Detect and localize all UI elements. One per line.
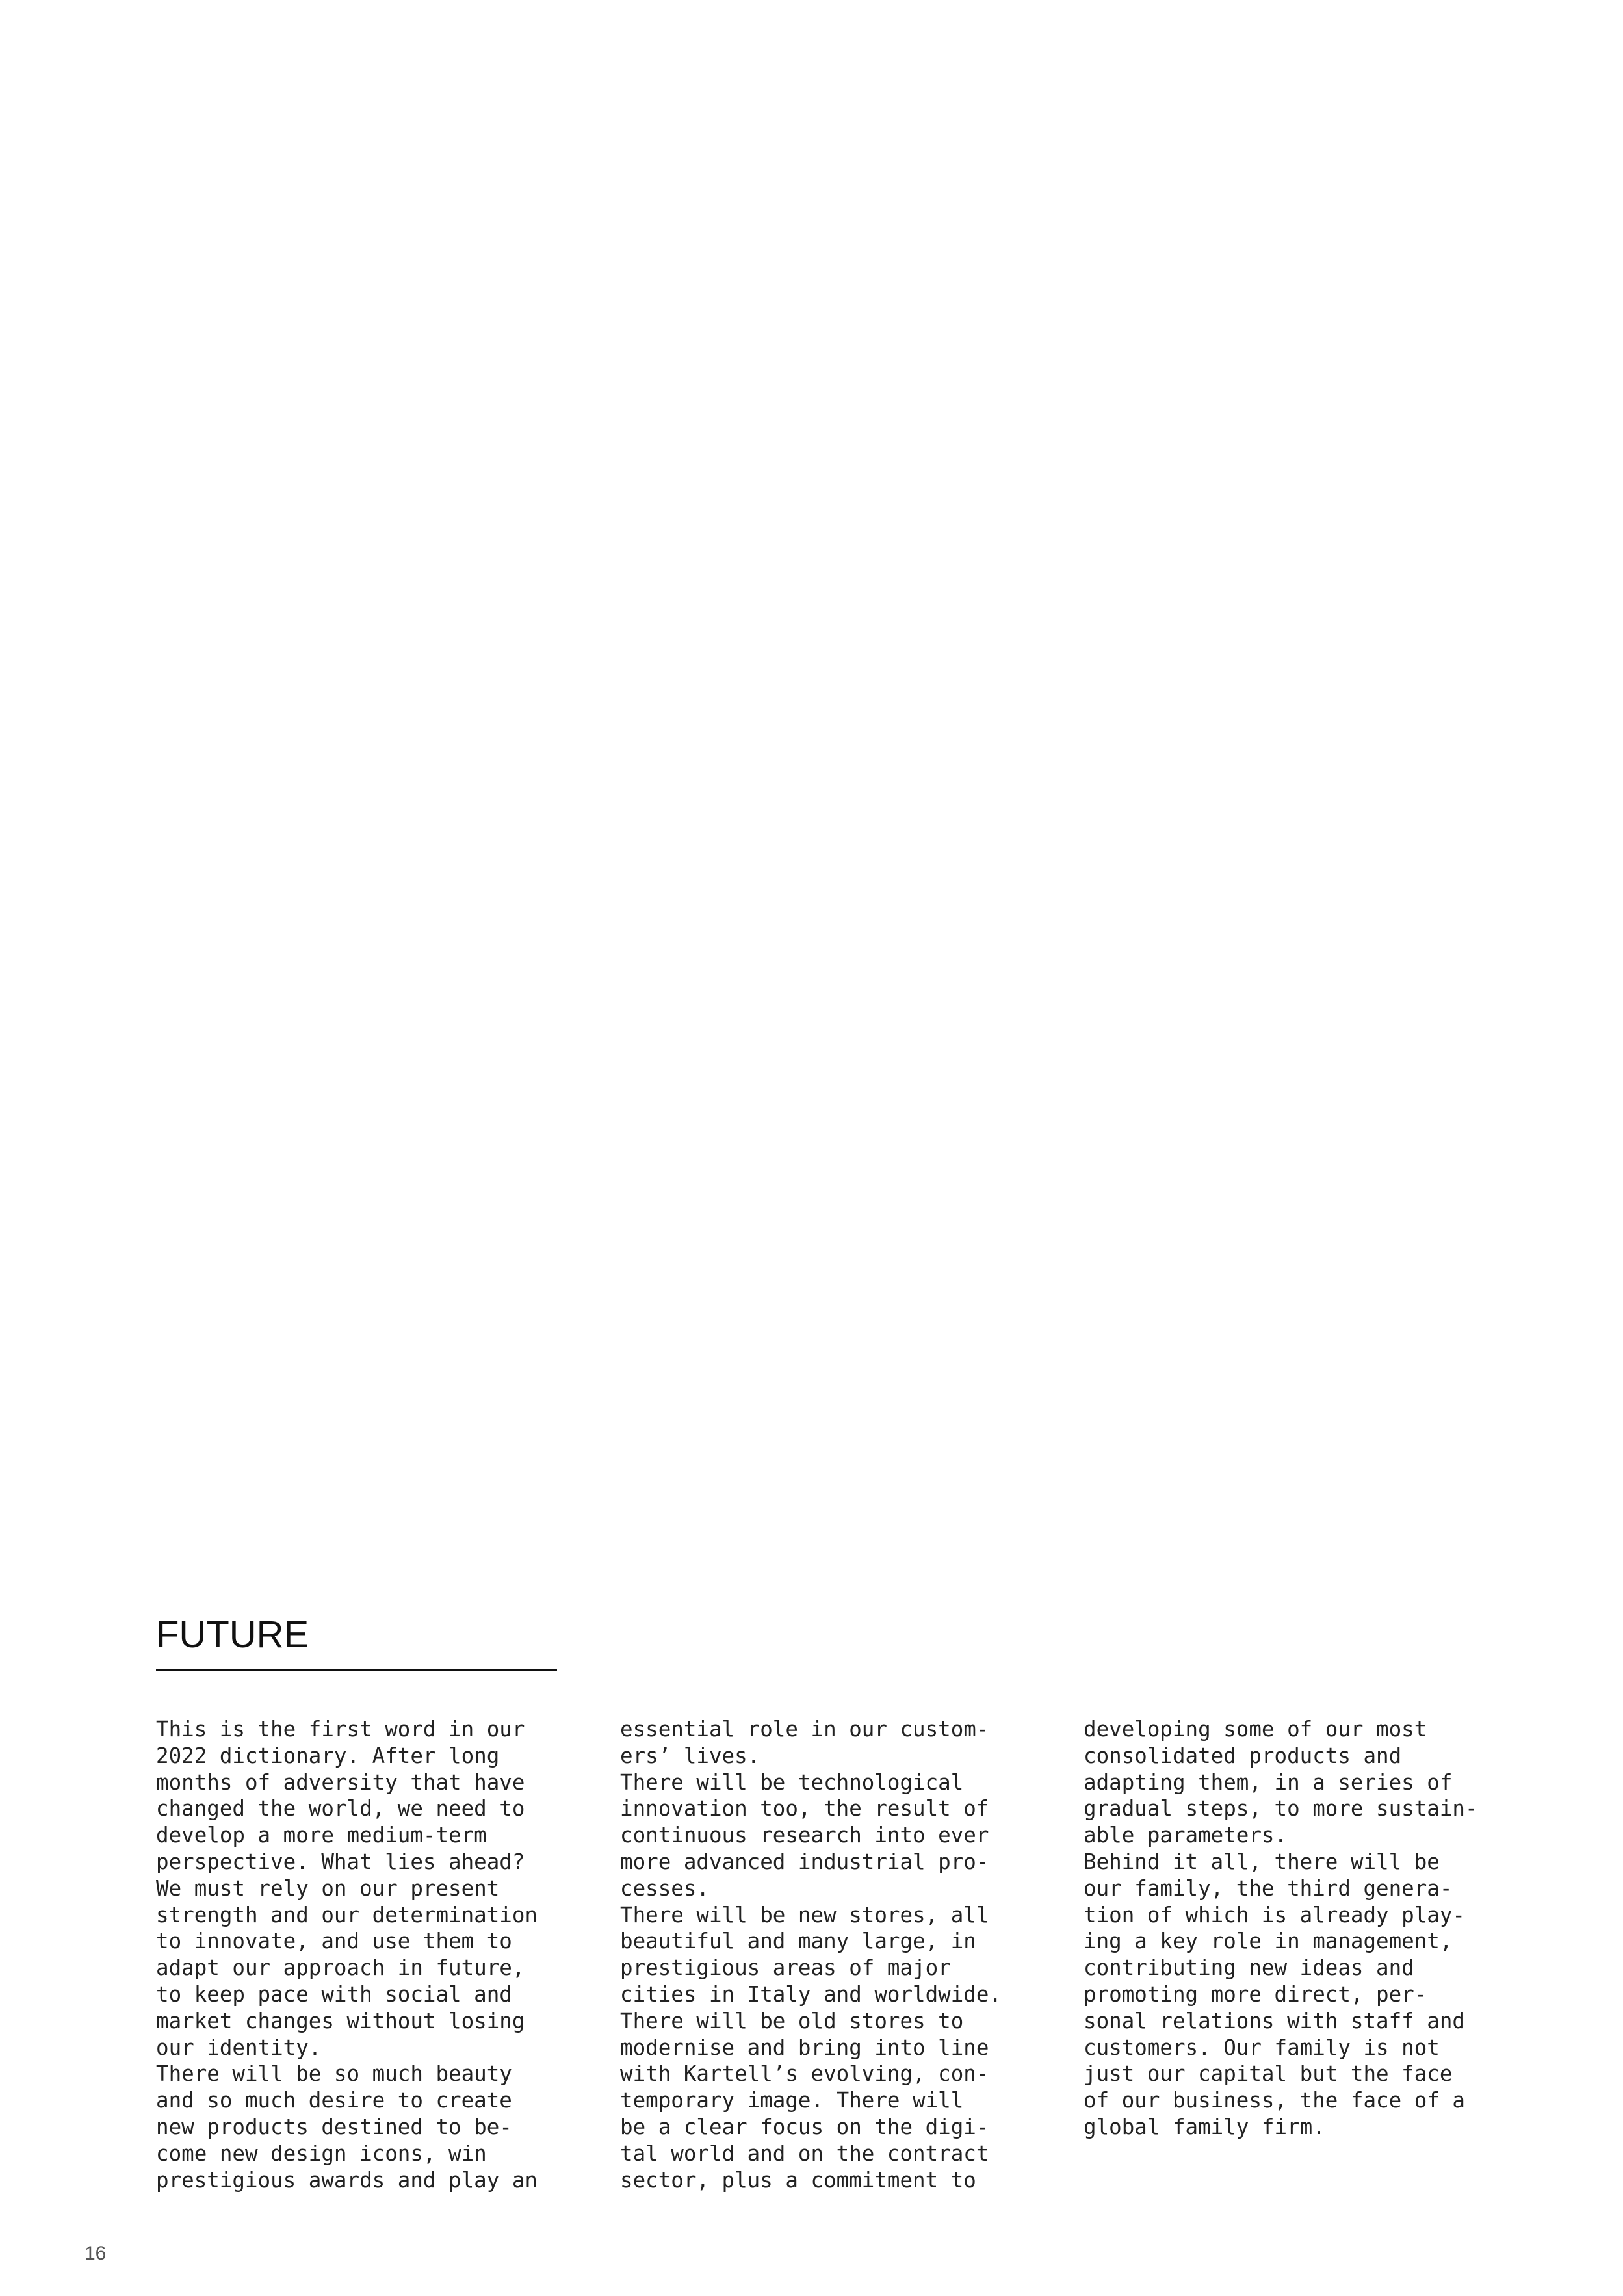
body-column-2: essential role in our custom- ers’ lives. There will be technological innovation too, the result of continuous research into ever more advanced industrial pro- cesses. There will be new stores, all beautiful and many large, in prestigious areas of major cities in Italy and worldwide. There will be old stores to modernise and bring into line with Kartell’s evolving, con- temporary image. There will be a clear focus on the digi- tal world and on the contract sector, plus a commitment to bbox=[620, 1717, 1002, 2193]
article-title: FUTURE bbox=[156, 1613, 309, 1656]
body-column-3: developing some of our most consolidated products and adapting them, in a series of gradual steps, to more sustain- able parameters. Behind it all, there will be our family, the third genera- tion of which is already play- ing a key role in management, contributing new ideas and promoting more direct, per- sonal relations with staff and customers. Our family is not just our capital but the face of our business, the face of a global family firm. bbox=[1084, 1717, 1478, 2139]
title-underline bbox=[156, 1669, 557, 1671]
page-number: 16 bbox=[84, 2243, 107, 2264]
body-column-1: This is the first word in our 2022 dictionary. After long months of adversity that have changed the world, we need to develop a more medium-term perspective. What lies ahead? We must rely on our present strength and our determination to innovate, and use them to adapt our approach in future, to keep pace with social and market changes without losing our identity. There will be so much beauty and so much desire to create new products destined to be- come new design icons, win prestigious awards and play an bbox=[156, 1717, 538, 2193]
